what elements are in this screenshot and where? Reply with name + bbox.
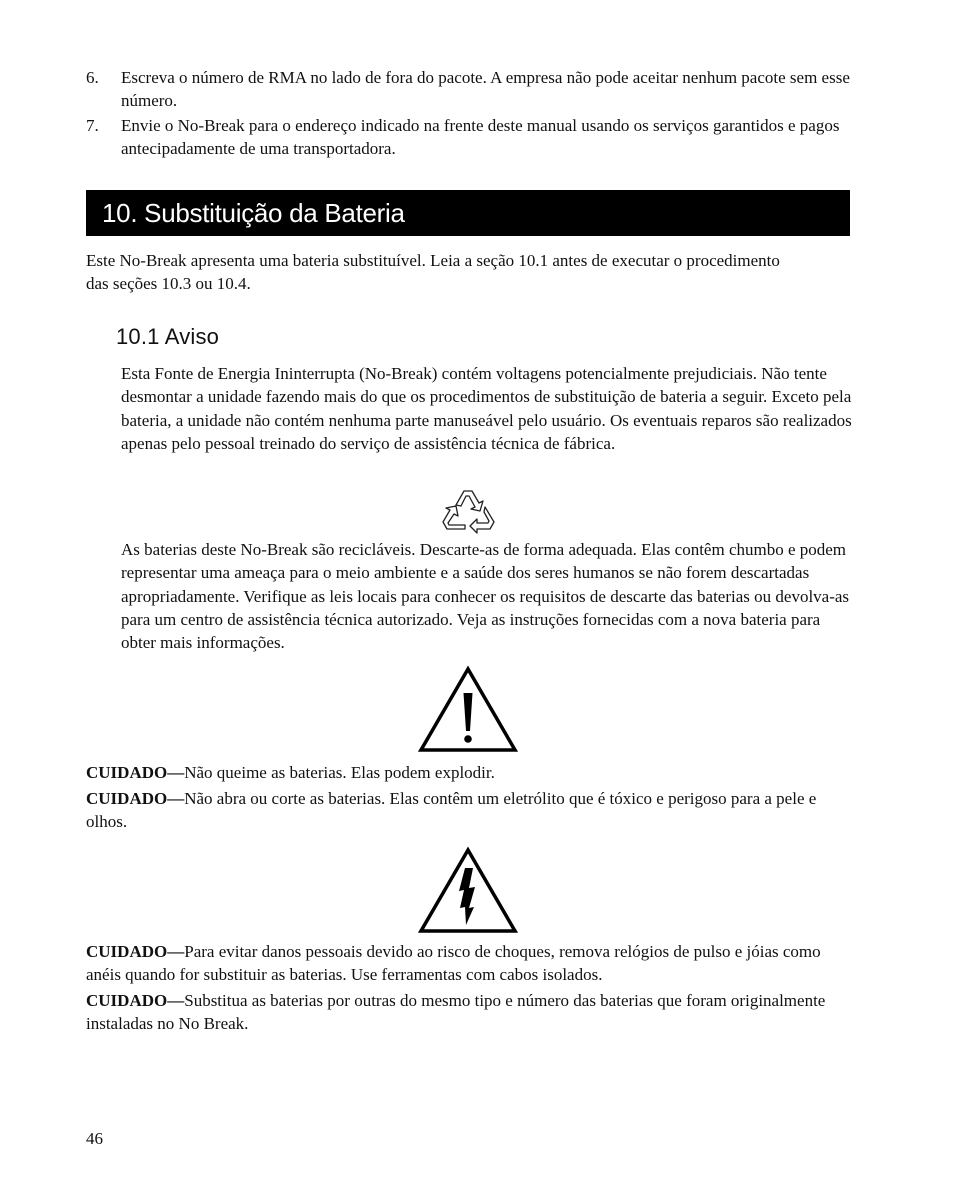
- warning-paragraph: Esta Fonte de Energia Ininterrupta (No-Break) contém voltagens potencialmente prejudiciais. Não tente desmontar a unidade fazendo mais do que os procedimentos de substituição de bateria a seguir. Exceto pela bateria, a unidade não contém nenhuma parte manuseável pelo usuário. Os eventuais reparos são realizados apenas pelo pessoal treinado do serviço de assistência técnica de fábrica.: [121, 364, 852, 453]
- section-intro: Este No-Break apresenta uma bateria substituível. Leia a seção 10.1 antes de executar o procedimento das seções 10.3 ou 10.4.: [86, 251, 780, 294]
- caution-item: [86, 989, 856, 1036]
- warning-icon: [418, 665, 518, 753]
- caution-item: [86, 787, 856, 834]
- caution-label: CUIDADO—: [86, 763, 185, 782]
- recycling-paragraph: As baterias deste No-Break são recicláveis. Descarte-as de forma adequada. Elas contêm chumbo e podem representar uma ameaça para o meio ambiente e a saúde dos seres humanos se não forem descartadas apropriadamente. Verifique as leis locais para conhecer os requisitos de descarte das baterias ou devolva-as para um centro de assistência técnica autorizado. Veja as instruções fornecidas com a nova bateria para obter mais informações.: [121, 540, 850, 653]
- caution-text: Não abra ou corte as baterias. Elas contêm um eletrólito que é tóxico e perigoso para a pele e olhos.: [86, 789, 817, 832]
- caution-label: CUIDADO—: [86, 789, 185, 808]
- caution-label: CUIDADO—: [86, 942, 185, 961]
- list-text: Escreva o número de RMA no lado de fora do pacote. A empresa não pode aceitar nenhum pacote sem esse número.: [121, 68, 850, 111]
- recycle-icon: [439, 485, 497, 535]
- caution-label: CUIDADO—: [86, 991, 185, 1010]
- electric-shock-icon: [418, 846, 518, 934]
- list-item: [86, 66, 856, 113]
- page-number: 46: [86, 1129, 103, 1148]
- list-item: [86, 114, 856, 161]
- caution-text: Para evitar danos pessoais devido ao risco de choques, remova relógios de pulso e jóias como anéis quando for substituir as baterias. Use ferramentas com cabos isolados.: [86, 942, 821, 985]
- section-title: 10. Substituição da Bateria: [102, 198, 405, 228]
- list-number: 6.: [86, 68, 99, 87]
- numbered-list: [86, 66, 856, 161]
- caution-item: [86, 940, 856, 987]
- section-title-bar: [86, 190, 850, 236]
- caution-text: Substitua as baterias por outras do mesmo tipo e número das baterias que foram originalmente instaladas no No Break.: [86, 991, 826, 1034]
- subsection-heading: 10.1 Aviso: [116, 324, 220, 349]
- list-text: Envie o No-Break para o endereço indicado na frente deste manual usando os serviços garantidos e pagos antecipadamente de uma transportadora.: [121, 115, 840, 158]
- caution-text: Não queime as baterias. Elas podem explodir.: [184, 763, 495, 782]
- list-number: 7.: [86, 115, 99, 135]
- caution-item: [86, 761, 856, 784]
